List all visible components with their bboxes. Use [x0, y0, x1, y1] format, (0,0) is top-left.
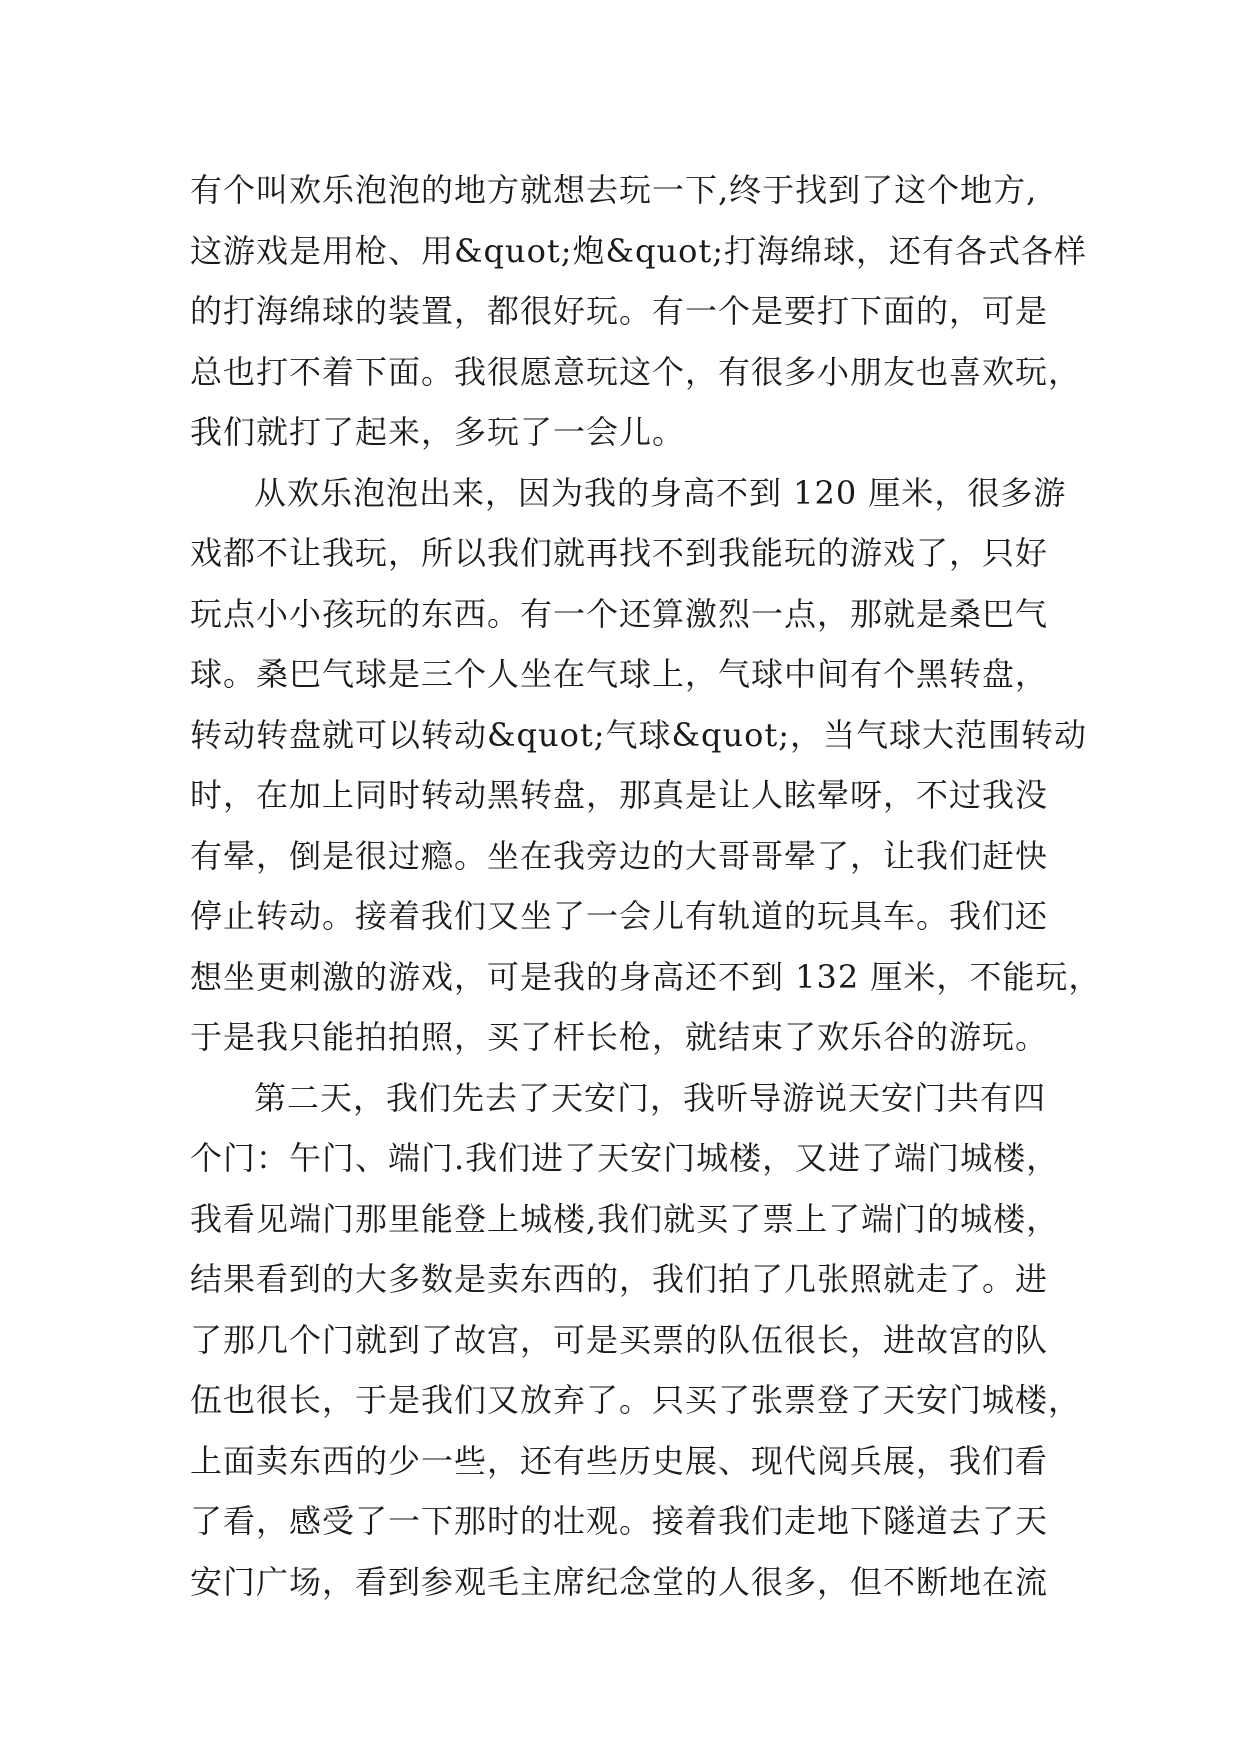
text-line: 个门：午门、端门.我们进了天安门城楼，又进了端门城楼， [190, 1139, 1060, 1177]
text-line: 这游戏是用枪、用&quot;炮&quot;打海绵球，还有各式各样 [190, 231, 1087, 270]
text-line: 戏都不让我玩，所以我们就再找不到我能玩的游戏了，只好 [190, 534, 1049, 572]
text-line: 总也打不着下面。我很愿意玩这个，有很多小朋友也喜欢玩， [190, 352, 1082, 391]
text-line: 停止转动。接着我们又坐了一会儿有轨道的玩具车。我们还 [190, 897, 1049, 935]
text-line: 球。桑巴气球是三个人坐在气球上，气球中间有个黑转盘， [190, 655, 1049, 693]
text-line: 从欢乐泡泡出来，因为我的身高不到 120 厘米，很多游 [254, 473, 1067, 512]
text-line: 于是我只能拍拍照，买了杆长枪，就结束了欢乐谷的游玩。 [190, 1018, 1049, 1056]
text-line: 伍也很长，于是我们又放弃了。只买了张票登了天安门城楼， [190, 1381, 1082, 1419]
text-line: 上面卖东西的少一些，还有些历史展、现代阅兵展，我们看 [190, 1441, 1049, 1480]
text-line: 有晕，倒是很过瘾。坐在我旁边的大哥哥晕了，让我们赶快 [190, 836, 1049, 875]
text-line: 时，在加上同时转动黑转盘，那真是让人眩晕呀，不过我没 [190, 776, 1049, 814]
body-text [190, 160, 1102, 1612]
text-line: 转动转盘就可以转动&quot;气球&quot;，当气球大范围转动 [190, 715, 1087, 754]
text-line: 我们就打了起来，多玩了一会儿。 [190, 413, 686, 451]
text-line: 的打海绵球的装置，都很好玩。有一个是要打下面的，可是 [190, 292, 1049, 330]
text-line: 了看，感受了一下那时的壮观。接着我们走地下隧道去了天 [190, 1502, 1049, 1540]
text-line: 我看见端门那里能登上城楼,我们就买了票上了端门的城楼， [190, 1199, 1060, 1238]
text-line: 想坐更刺激的游戏，可是我的身高还不到 132 厘米，不能玩， [190, 957, 1102, 996]
text-line: 了那几个门就到了故宫，可是买票的队伍很长，进故宫的队 [190, 1320, 1049, 1359]
text-line: 玩点小小孩玩的东西。有一个还算激烈一点，那就是桑巴气 [190, 594, 1049, 633]
text-line: 有个叫欢乐泡泡的地方就想去玩一下,终于找到了这个地方, [190, 171, 1038, 209]
text-line: 第二天，我们先去了天安门，我听导游说天安门共有四 [254, 1078, 1047, 1117]
text-line: 安门广场，看到参观毛主席纪念堂的人很多，但不断地在流 [190, 1562, 1049, 1601]
text-line: 结果看到的大多数是卖东西的，我们拍了几张照就走了。进 [190, 1260, 1049, 1298]
